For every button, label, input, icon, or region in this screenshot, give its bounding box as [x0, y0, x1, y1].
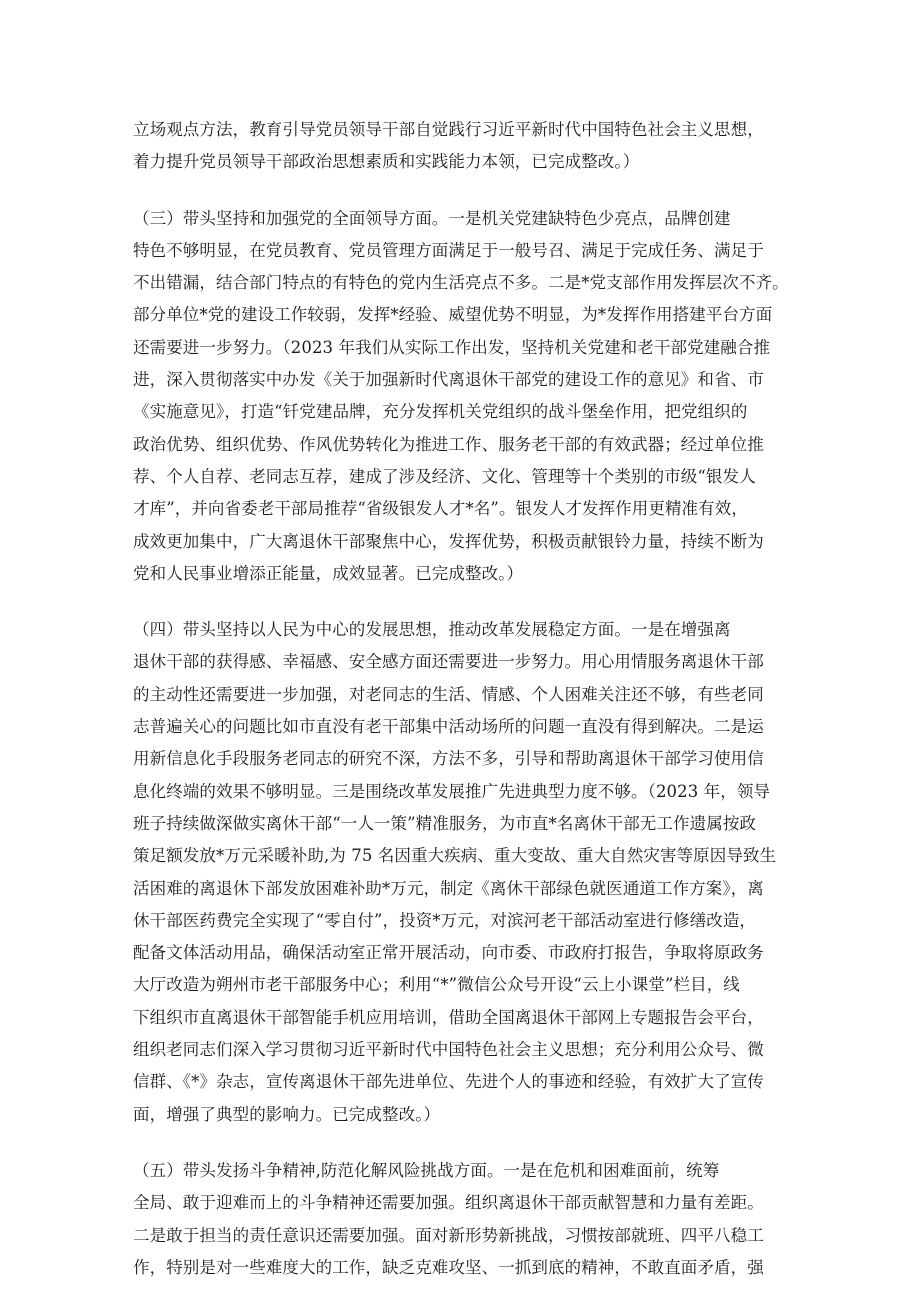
- text-line: 的主动性还需要进一步加强，对老同志的生活、情感、个人困难关注还不够，有些老同: [133, 684, 764, 704]
- text-line: 着力提升党员领导干部政治思想素质和实践能力本领，已完成整改。）: [133, 152, 640, 172]
- text-line: 二是敢于担当的责任意识还需要加强。面对新形势新挑战，习惯按部就班、四平八稳工: [133, 1225, 764, 1245]
- text-line: 班子持续做深做实离休干部“一人一策”精准服务，为市直*名离休干部无工作遗属按政: [133, 813, 757, 833]
- text-line: 大厅改造为朔州市老干部服务中心；利用“*”微信公众号开设“云上小课堂”栏目，线: [133, 975, 740, 995]
- text-line: 党和人民事业增添正能量，成效显著。已完成整改。）: [133, 563, 524, 583]
- text-line: 退休干部的获得感、幸福感、安全感方面还需要进一步努力。用心用情服务离退休干部: [133, 652, 764, 672]
- text-line: 休干部医药费完全实现了“零自付”，投资*万元，对滨河老干部活动室进行修缮改造，: [133, 910, 757, 930]
- text-line: 息化终端的效果不够明显。三是围绕改革发展推广先进典型力度不够。（2023 年，领导: [133, 781, 771, 801]
- text-line: （三）带头坚持和加强党的全面领导方面。一是机关党建缺特色少亮点，品牌创建: [133, 208, 731, 228]
- text-line: 活困难的离退休下部发放困难补助*万元，制定《离休干部绿色就医通道工作方案》，离: [133, 878, 764, 898]
- text-line: 荐、个人自荐、老同志互荐，建成了涉及经济、文化、管理等十个类别的市级“银发人: [133, 466, 756, 486]
- text-line: 志普遍关心的问题比如市直没有老干部集中活动场所的问题一直没有得到解决。二是运: [133, 717, 764, 737]
- text-line: 面，增强了典型的影响力。已完成整改。）: [133, 1104, 441, 1124]
- text-line: 策足额发放*万元采暖补助,为 75 名因重大疾病、重大变故、重大自然灾害等原因导致生: [133, 846, 777, 866]
- text-line: 《实施意见》，打造“钎党建品牌，充分发挥机关党组织的战斗堡垒作用，把党组织的: [133, 402, 748, 422]
- text-line: 才库”，并向省委老干部局推荐“省级银发人才*名”。银发人才发挥作用更精准有效，: [133, 499, 748, 519]
- text-line: 特色不够明显，在党员教育、党员管理方面满足于一般号召、满足于完成任务、满足于: [133, 240, 764, 260]
- text-line: 作，特别是对一些难度大的工作，缺乏克难攻坚、一抓到底的精神，不敢直面矛盾，强: [133, 1257, 764, 1277]
- text-line: 还需要进一步努力。（2023 年我们从实际工作出发，坚持机关党建和老干部党建融合推: [133, 337, 771, 357]
- text-line: 全局、敢于迎难而上的斗争精神还需要加强。组织离退休干部贡献智慧和力量有差距。: [133, 1193, 764, 1213]
- text-line: 不出错漏，结合部门特点的有特色的党内生活亮点不多。二是*党支部作用发挥层次不齐。: [133, 273, 789, 293]
- text-line: 政治优势、组织优势、作风优势转化为推进工作、服务老干部的有效武器；经过单位推: [133, 434, 764, 454]
- text-line: 信群、《*》杂志，宣传离退休干部先进单位、先进个人的事迹和经验，有效扩大了宣传: [133, 1072, 764, 1092]
- text-line: （四）带头坚持以人民为中心的发展思想，推动改革发展稳定方面。一是在增强离: [133, 620, 731, 640]
- paragraph: [133, 614, 793, 1131]
- text-line: 配备文体活动用品，确保活动室正常开展活动，向市委、市政府打报告，争取将原政务: [133, 943, 764, 963]
- text-line: 进，深入贯彻落实中办发《关于加强新时代离退休干部党的建设工作的意见》和省、市: [133, 370, 764, 390]
- paragraph: [133, 203, 793, 591]
- text-line: 立场观点方法，教育引导党员领导干部自觉践行习近平新时代中国特色社会主义思想，: [133, 120, 764, 139]
- paragraph: [133, 114, 793, 179]
- text-line: 组织老同志们深入学习贯彻习近平新时代中国特色社会主义思想；充分利用公众号、微: [133, 1040, 764, 1060]
- document-body: [133, 114, 793, 1284]
- text-line: （五）带头发扬斗争精神,防范化解风险挑战方面。一是在危机和困难面前，统筹: [133, 1160, 720, 1180]
- text-line: 部分单位*党的建设工作较弱，发挥*经验、威望优势不明显，为*发挥作用搭建平台方面: [133, 305, 773, 325]
- text-line: 成效更加集中，广大离退休干部聚焦中心，发挥优势，积极贡献银铃力量，持续不断为: [133, 531, 764, 551]
- text-line: 用新信息化手段服务老同志的研究不深，方法不多，引导和帮助离退休干部学习使用信: [133, 749, 764, 769]
- text-line: 下组织市直离退休干部智能手机应用培训，借助全国离退休干部网上专题报告会平台，: [133, 1007, 764, 1027]
- paragraph: [133, 1155, 793, 1284]
